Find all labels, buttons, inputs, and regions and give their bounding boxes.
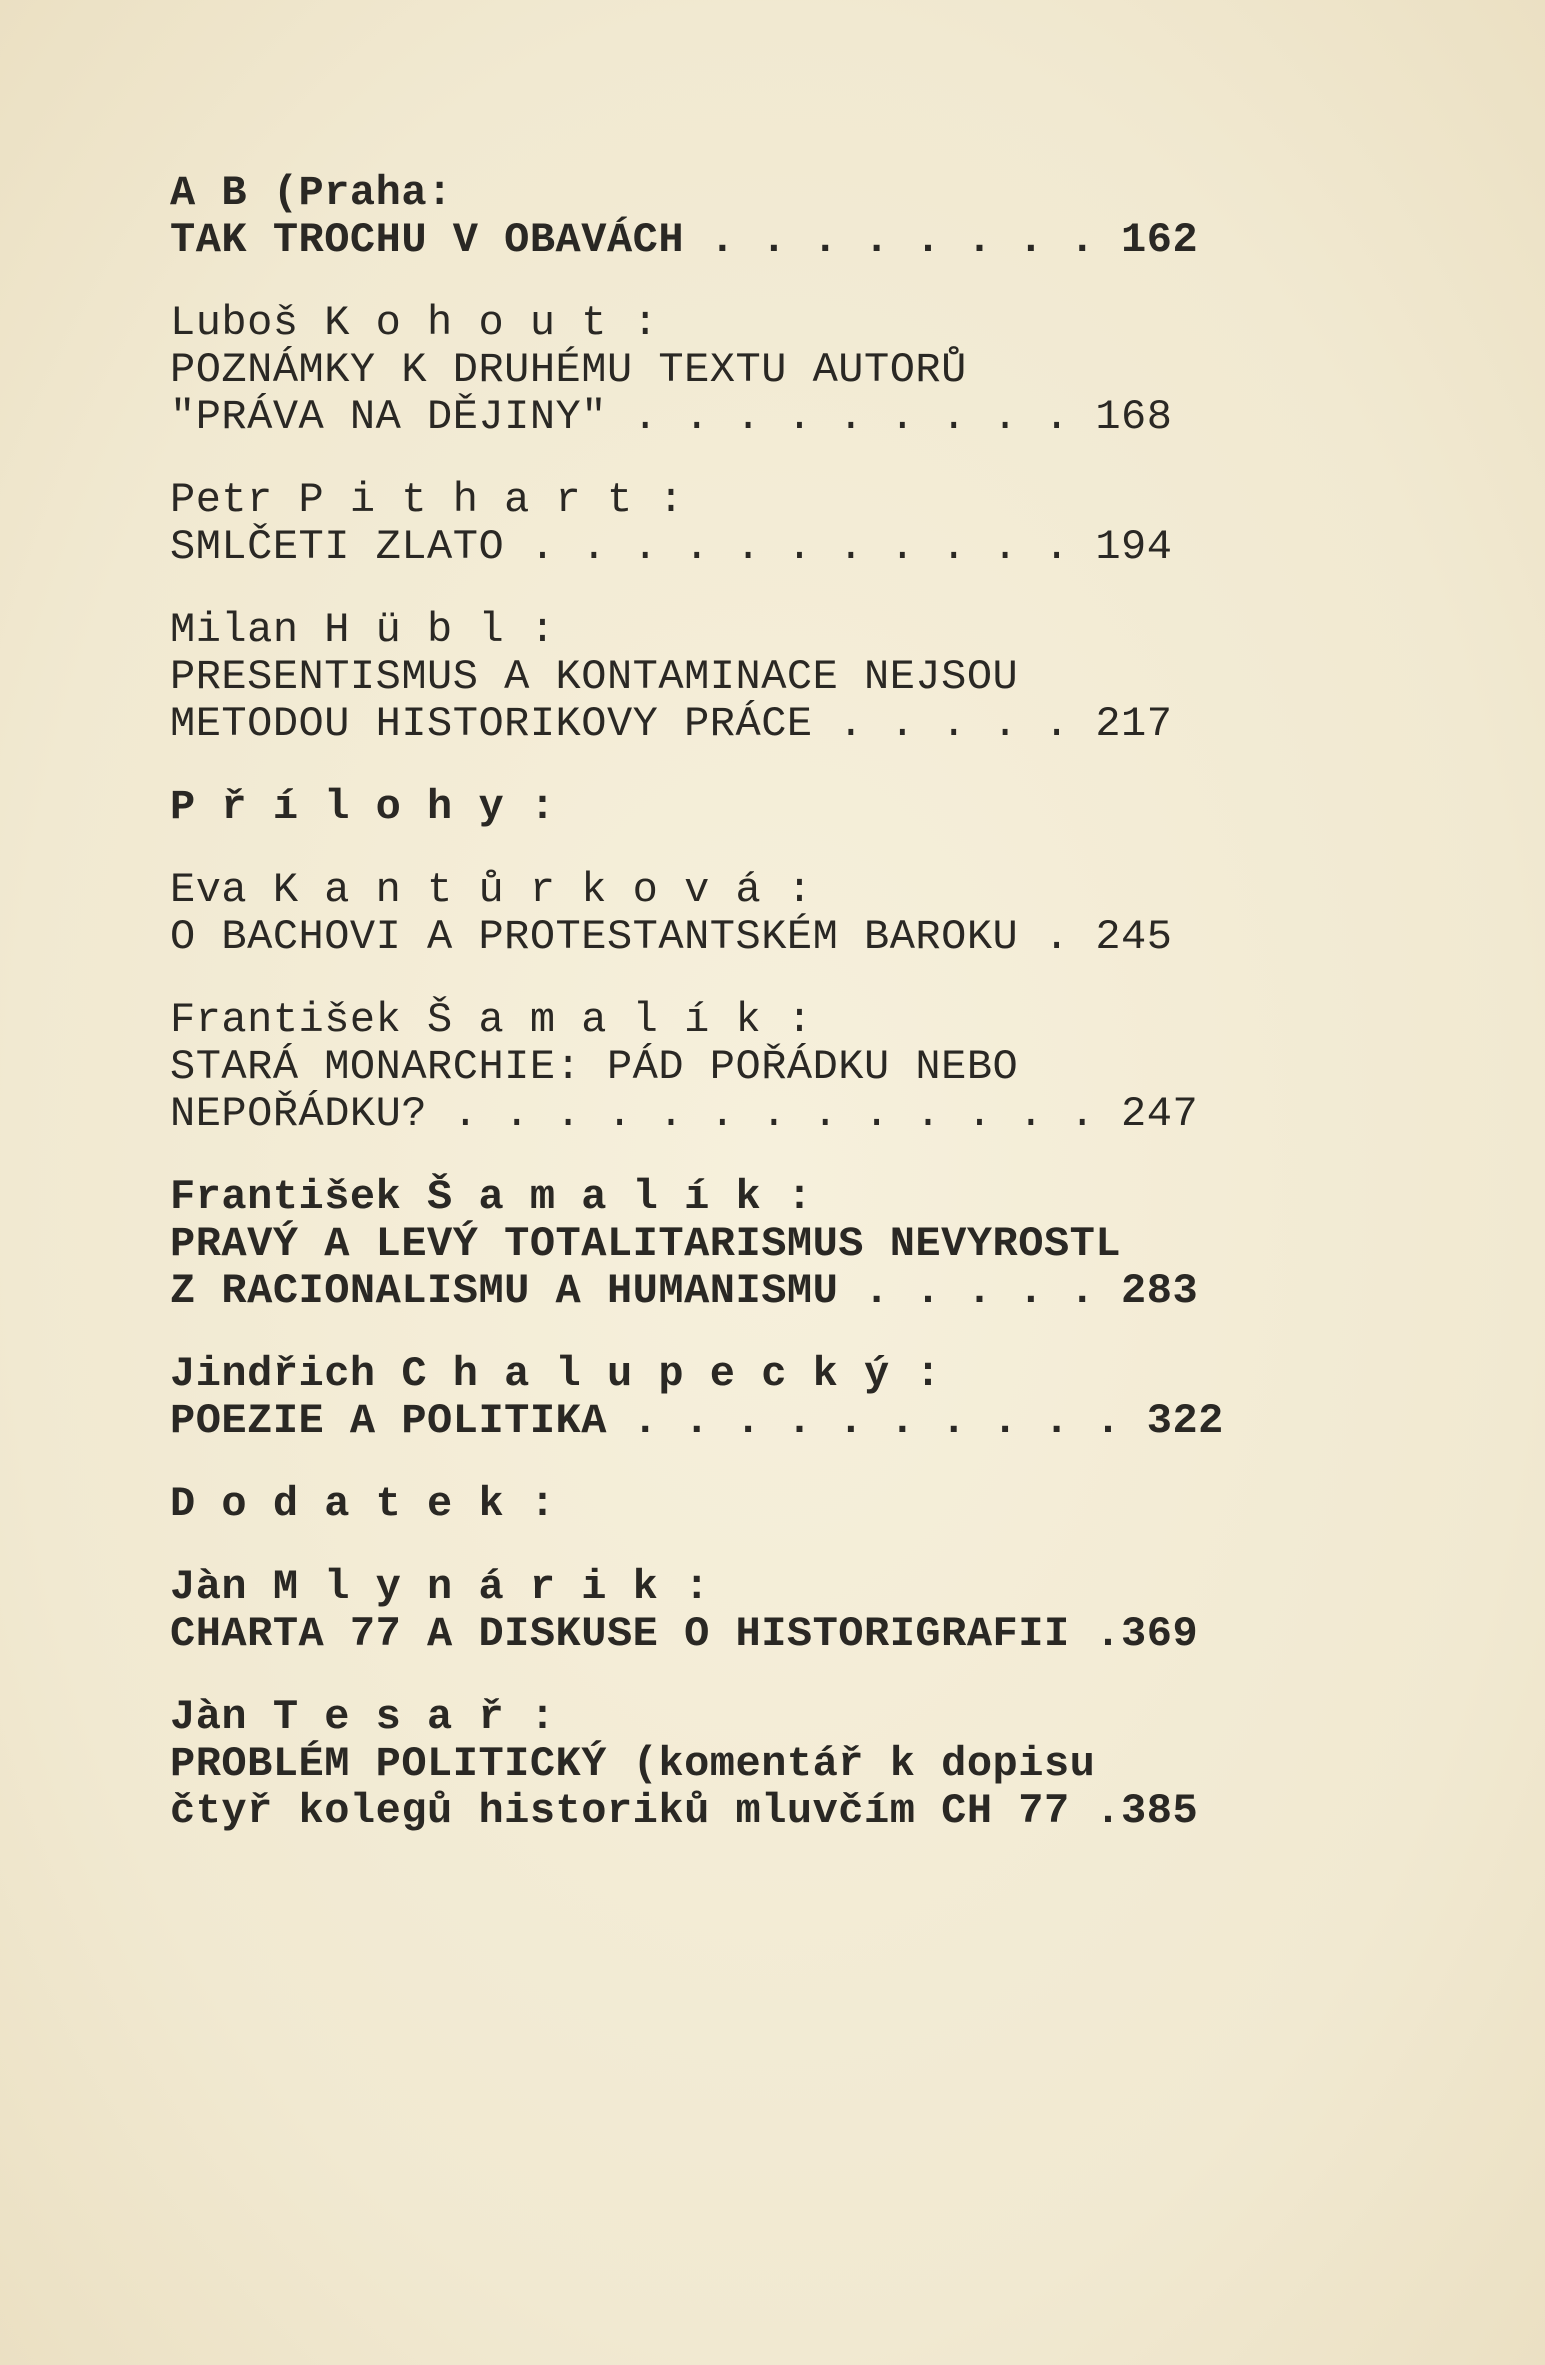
entry-author: Milan H ü b l : — [170, 606, 556, 654]
entry-title: čtyř kolegů historiků mluvčím CH 77 .385 — [170, 1787, 1199, 1835]
entry-title: POEZIE A POLITIKA . . . . . . . . . . 322 — [170, 1397, 1224, 1445]
table-of-contents — [170, 170, 1400, 1835]
entry-title: TAK TROCHU V OBAVÁCH . . . . . . . . 162 — [170, 216, 1199, 264]
entry-title: O BACHOVI A PROTESTANTSKÉM BAROKU . 245 — [170, 913, 1173, 961]
toc-entry — [170, 300, 1400, 441]
entry-title: Z RACIONALISMU A HUMANISMU . . . . . 283 — [170, 1267, 1199, 1315]
toc-entry — [170, 1174, 1400, 1315]
entry-author: Luboš K o h o u t : — [170, 299, 659, 347]
entry-author: Eva K a n t ů r k o v á : — [170, 866, 813, 914]
entry-title: PRAVÝ A LEVÝ TOTALITARISMUS NEVYROSTL — [170, 1220, 1122, 1268]
entry-author: Jindřich C h a l u p e c k ý : — [170, 1350, 942, 1398]
entry-author: Petr P i t h a r t : — [170, 476, 685, 524]
entry-title: NEPOŘÁDKU? . . . . . . . . . . . . . 247 — [170, 1090, 1199, 1138]
toc-entry — [170, 1564, 1400, 1658]
toc-entry — [170, 1694, 1400, 1835]
toc-entry — [170, 607, 1400, 748]
entry-title: STARÁ MONARCHIE: PÁD POŘÁDKU NEBO — [170, 1043, 1019, 1091]
entry-title: PROBLÉM POLITICKÝ (komentář k dopisu — [170, 1740, 1096, 1788]
entry-title: CHARTA 77 A DISKUSE O HISTORIGRAFII .369 — [170, 1610, 1199, 1658]
entry-title: POZNÁMKY K DRUHÉMU TEXTU AUTORŮ — [170, 346, 967, 394]
toc-entry — [170, 867, 1400, 961]
toc-entry — [170, 1351, 1400, 1445]
toc-entry — [170, 170, 1400, 264]
entry-title: PRESENTISMUS A KONTAMINACE NEJSOU — [170, 653, 1019, 701]
entry-author: Jàn T e s a ř : — [170, 1693, 556, 1741]
entry-author: Jàn M l y n á r i k : — [170, 1563, 710, 1611]
entry-title: "PRÁVA NA DĚJINY" . . . . . . . . . 168 — [170, 393, 1173, 441]
section-title-dodatek: D o d a t e k : — [170, 1480, 556, 1528]
toc-entry — [170, 997, 1400, 1138]
entry-author: A B (Praha: — [170, 169, 453, 217]
entry-author: František Š a m a l í k : — [170, 1173, 813, 1221]
entry-title: METODOU HISTORIKOVY PRÁCE . . . . . 217 — [170, 700, 1173, 748]
section-heading — [170, 1481, 1400, 1528]
entry-author: František Š a m a l í k : — [170, 996, 813, 1044]
section-title-prilohy: P ř í l o h y : — [170, 783, 556, 831]
section-heading — [170, 784, 1400, 831]
entry-title: SMLČETI ZLATO . . . . . . . . . . . 194 — [170, 523, 1173, 571]
toc-entry — [170, 477, 1400, 571]
